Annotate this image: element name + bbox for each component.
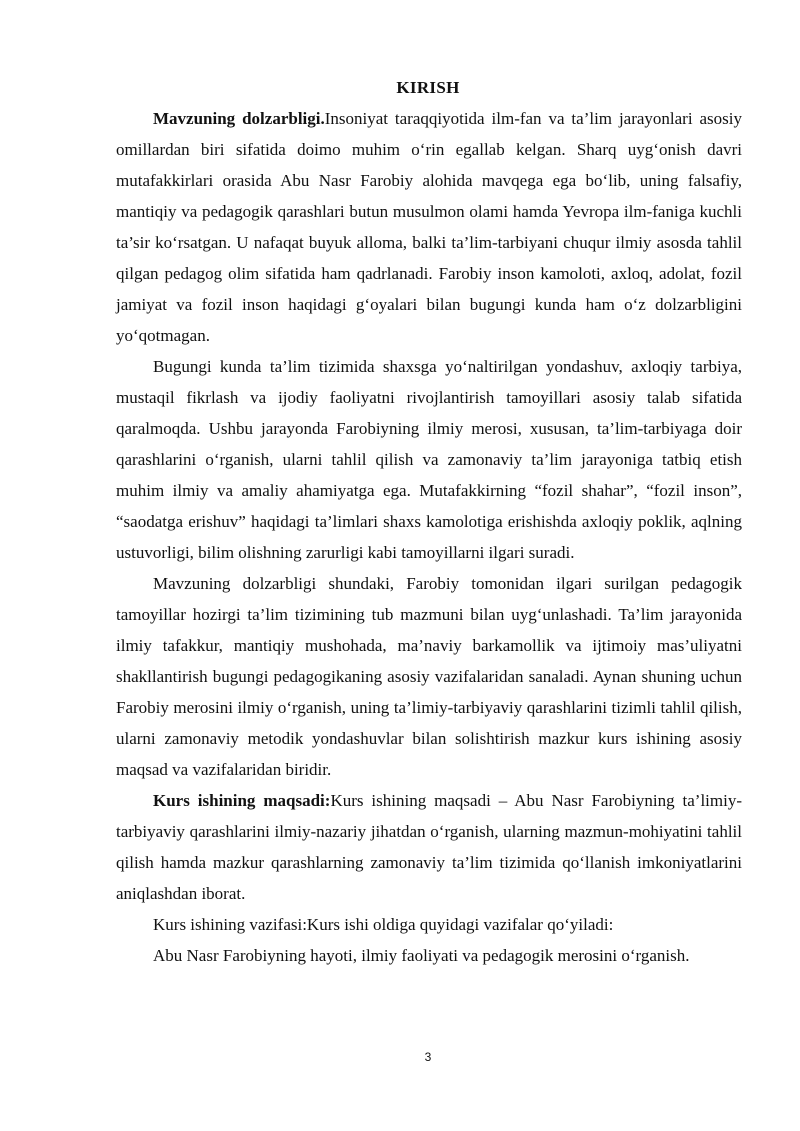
paragraph-text: Mavzuning dolzarbligi shundaki, Farobiy tomonidan ilgari surilgan pedagogik tamoyillar hozirgi ta’lim tizimining tub mazmuni bilan uyg‘unlashadi. Ta’lim jarayonida ilmiy tafakkur, mantiqiy mushohada, ma’naviy barkamollik va ijtimoiy mas’uliyatni shakllantirish bugungi pedagogikaning asosiy vazifalaridan sanaladi. Aynan shuning uchun Farobiy merosini ilmiy o‘rganish, uning ta’limiy-tarbiyaviy qarashlarini tizimli tahlil qilish, ularni zamonaviy metodik yondashuvlar bilan solishtirish mazkur kurs ishining asosiy maqsad va vazifalaridan biridir. xyxy=(116,574,742,779)
paragraph-lead: Mavzuning dolzarbligi. xyxy=(153,109,325,128)
section-heading: KIRISH xyxy=(396,78,460,97)
paragraph-education-system xyxy=(116,351,742,568)
paragraph-task-item xyxy=(116,940,742,971)
body-text xyxy=(116,103,742,971)
paragraph-text: Kurs ishining vazifasi:Kurs ishi oldiga quyidagi vazifalar qo‘yiladi: xyxy=(153,915,614,934)
paragraph-text: Bugungi kunda ta’lim tizimida shaxsga yo‘naltirilgan yondashuv, axloqiy tarbiya, mustaqil fikrlash va ijodiy faoliyatni rivojlantirish tamoyillari asosiy talab sifatida qaralmoqda. Ushbu jarayonda Farobiyning ilmiy merosi, xususan, ta’lim-tarbiyaga doir qarashlarini o‘rganish, ularni tahlil qilish va zamonaviy ta’lim jarayoniga tatbiq etish muhim ilmiy va amaliy ahamiyatga ega. Mutafakkirning “fozil shahar”, “fozil inson”, “saodatga erishuv” haqidagi ta’limlari shaxs kamolotiga erishishda axloqiy poklik, aqlning ustuvorligi, bilim olishning zarurligi kabi tamoyillarni ilgari suradi. xyxy=(116,357,742,562)
paragraph-tasks-intro xyxy=(116,909,742,940)
paragraph-relevance-reason xyxy=(116,568,742,785)
paragraph-text: Abu Nasr Farobiyning hayoti, ilmiy faoliyati va pedagogik merosini o‘rganish. xyxy=(153,946,690,965)
page-number: 3 xyxy=(424,1050,432,1064)
paragraph-relevance xyxy=(116,103,742,351)
paragraph-text: Insoniyat taraqqiyotida ilm-fan va ta’lim jarayonlari asosiy omillardan biri sifatida doimo muhim o‘rin egallab kelgan. Sharq uyg‘onish davri mutafakkirlari orasida Abu Nasr Farobiy alohida mavqega ega bo‘lib, uning falsafiy, mantiqiy va pedagogik qarashlari butun musulmon olami hamda Yevropa ilm-faniga kuchli ta’sir ko‘rsatgan. U nafaqat buyuk alloma, balki ta’lim-tarbiyani chuqur ilmiy asosda tahlil qilgan pedagog olim sifatida ham qadrlanadi. Farobiy inson kamoloti, axloq, adolat, fozil jamiyat va fozil inson haqidagi g‘oyalari bilan bugungi kunda ham o‘z dolzarbligini yo‘qotmagan. xyxy=(116,109,742,345)
paragraph-lead: Kurs ishining maqsadi: xyxy=(153,791,331,810)
paragraph-goal xyxy=(116,785,742,909)
paragraph-text: Kurs ishining maqsadi – Abu Nasr Farobiyning ta’limiy-tarbiyaviy qarashlarini ilmiy-nazariy jihatdan o‘rganish, ularning mazmun-mohiyatini tahlil qilish hamda mazkur qarashlarning zamonaviy ta’lim tizimida qo‘llanish imkoniyatlarini aniqlashdan iborat. xyxy=(116,791,742,903)
